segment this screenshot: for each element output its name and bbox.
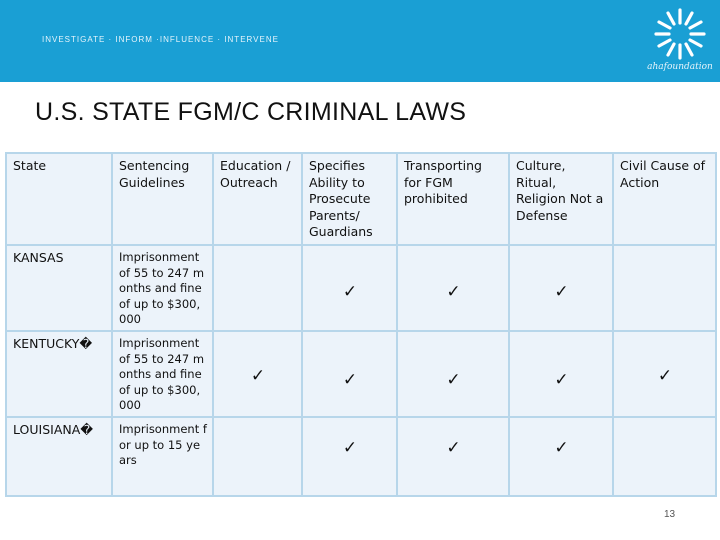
sunburst-logo-icon bbox=[640, 4, 720, 64]
check-icon: ✓ bbox=[446, 438, 461, 458]
sentencing-cell: Imprisonment of 55 to 247 months and fine of up to $300,000 bbox=[112, 245, 213, 331]
transporting-cell bbox=[397, 331, 509, 417]
aha-foundation-logo bbox=[640, 4, 720, 78]
column-header-education: Education / Outreach bbox=[213, 153, 302, 245]
column-header-civil-action: Civil Cause of Action bbox=[613, 153, 716, 245]
column-header-prosecute-parents: Specifies Ability to Prosecute Parents/ Guardians bbox=[302, 153, 397, 245]
page-title: U.S. STATE FGM/C CRIMINAL LAWS bbox=[35, 98, 467, 126]
state-cell: KENTUCKY� bbox=[6, 331, 112, 417]
civil-action-cell bbox=[613, 245, 716, 331]
check-icon: ✓ bbox=[250, 366, 266, 386]
state-cell: KANSAS bbox=[6, 245, 112, 331]
table-header-row bbox=[6, 153, 716, 245]
check-icon: ✓ bbox=[446, 370, 461, 390]
tagline: INVESTIGATE · INFORM ·INFLUENCE · INTERVENE bbox=[42, 35, 279, 44]
logo-wordmark: ahafoundation bbox=[647, 62, 713, 72]
check-icon: ✓ bbox=[657, 366, 673, 386]
header-band bbox=[0, 0, 720, 82]
table-row bbox=[6, 417, 716, 496]
table-row bbox=[6, 331, 716, 417]
state-cell: LOUISIANA� bbox=[6, 417, 112, 496]
civil-action-cell bbox=[613, 417, 716, 496]
transporting-cell bbox=[397, 417, 509, 496]
civil-action-cell bbox=[613, 331, 716, 417]
check-icon: ✓ bbox=[342, 438, 358, 458]
fgm-laws-table bbox=[5, 152, 717, 497]
column-header-culture: Culture, Ritual, Religion Not a Defense bbox=[509, 153, 613, 245]
check-icon: ✓ bbox=[554, 438, 569, 458]
sentencing-cell: Imprisonment of 55 to 247 months and fine of up to $300,000 bbox=[112, 331, 213, 417]
prosecute-parents-cell bbox=[302, 417, 397, 496]
check-icon: ✓ bbox=[554, 370, 569, 390]
column-header-sentencing: Sentencing Guidelines bbox=[112, 153, 213, 245]
prosecute-parents-cell bbox=[302, 245, 397, 331]
check-icon: ✓ bbox=[342, 282, 358, 302]
table-row bbox=[6, 245, 716, 331]
column-header-state: State bbox=[6, 153, 112, 245]
sentencing-cell: Imprisonment for up to 15 years bbox=[112, 417, 213, 496]
education-cell bbox=[213, 331, 302, 417]
check-icon: ✓ bbox=[554, 282, 569, 302]
check-icon: ✓ bbox=[342, 370, 358, 390]
prosecute-parents-cell bbox=[302, 331, 397, 417]
column-header-transporting: Transporting for FGM prohibited bbox=[397, 153, 509, 245]
transporting-cell bbox=[397, 245, 509, 331]
page-number: 13 bbox=[664, 509, 676, 520]
culture-cell bbox=[509, 331, 613, 417]
check-icon: ✓ bbox=[446, 282, 461, 302]
culture-cell bbox=[509, 245, 613, 331]
education-cell bbox=[213, 417, 302, 496]
culture-cell bbox=[509, 417, 613, 496]
education-cell bbox=[213, 245, 302, 331]
